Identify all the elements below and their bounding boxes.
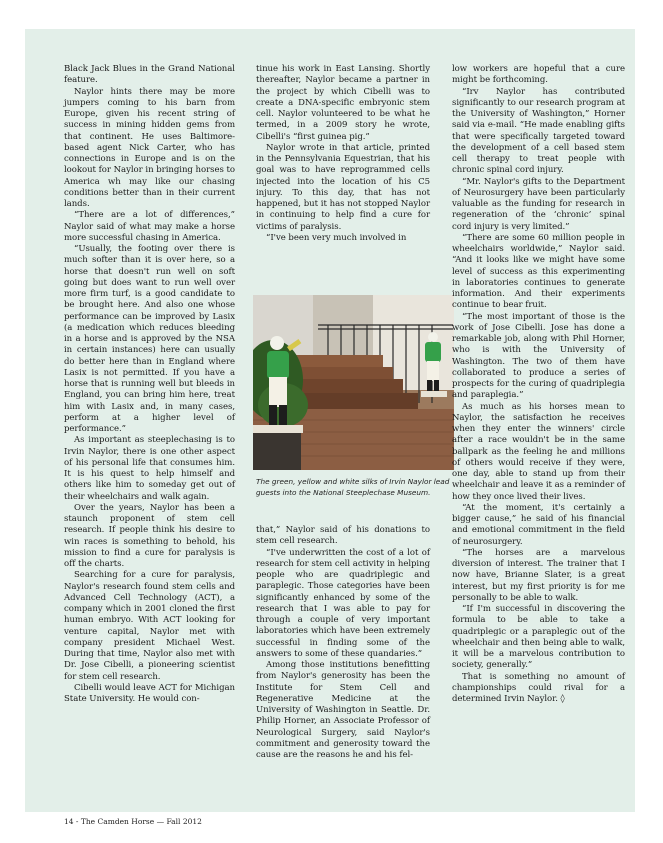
paragraph: low workers are hopeful that a cure might be forthcoming. [452, 64, 625, 86]
paragraph: “Irv Naylor has contributed significantly to our research program at the University of Washington,” Horner said via e-mail. “He made enabling gifts that were specifically targeted toward the development of a cell based stem cell therapy to treat people with chronic spinal cord injury. [452, 86, 625, 176]
paragraph: As much as his horses mean to Naylor, the satisfaction he receives when they enter the winners' circle after a race wouldn't be in the same ballpark as the feeling he and millions of others would receive if they were, one day, able to stand up from their wheelchair and leave it as a reminder of how they once lived their lives. [452, 401, 625, 502]
column-left [64, 64, 235, 705]
paragraph: “Usually, the footing over there is much softer than it is over here, so a horse that doesn't run well on soft going but does want to run well over more firm turf, is a good candidate to be brought here. And also one whose performance can be improved by Lasix (a medication which reduces bleeding in a horse and is approved by the NSA in certain instances) here can usually do better here than in England where Lasix is not permitted. If you have a horse that is running well but bleeds in England, you can bring him here, treat him with Lasix and, in many cases, perform at a higher level of performance.” [64, 244, 235, 434]
paragraph: “At the moment, it's certainly a bigger cause,” he said of his financial and emotional commitment in the field of neurosurgery. [452, 502, 625, 547]
paragraph: “There are a lot of differences,” Naylor said of what may make a horse more successful chasing in America. [64, 210, 235, 243]
museum-jockey-statues-photo [253, 295, 454, 470]
paragraph: “There are some 60 million people in wheelchairs worldwide,” Naylor said. “And it looks like we might have some level of success as this experimenting in laboratories continues to generate information. And their experiments continue to bear fruit. [452, 232, 625, 311]
photo-caption: The green, yellow and white silks of Irvin Naylor lead guests into the National Steeplechase Museum. [256, 477, 450, 497]
paragraph: Among those institutions benefitting from Naylor's generosity has been the Institute for Stem Cell and Regenerative Medicine at the University of Washington in Seattle. Dr. Philip Horner, an Associate Professor of Neurological Surgery, said Naylor's commitment and generosity toward the cause are the reasons he and his fel- [256, 660, 430, 760]
paragraph: that,” Naylor said of his donations to stem cell research. [256, 525, 430, 547]
paragraph: Black Jack Blues in the Grand National feature. [64, 64, 235, 86]
paragraph: That is something no amount of championships could rival for a determined Irvin Naylor. ◊ [452, 671, 625, 704]
paragraph: As important as steeplechasing is to Irvin Naylor, there is one other aspect of his personal life that consumes him. It is his quest to help himself and others like him to someday get out of their wheelchairs and walk again. [64, 435, 235, 502]
paragraph: “Mr. Naylor's gifts to the Department of Neurosurgery have been particularly valuable as the funding for research in regeneration of the ‘chronic’ spinal cord injury is very limited.” [452, 176, 625, 232]
paragraph: Over the years, Naylor has been a staunch proponent of stem cell research. If people think his desire to win races is something to behold, his mission to find a cure for paralysis is off the charts. [64, 502, 235, 569]
paragraph: tinue his work in East Lansing. Shortly thereafter, Naylor became a partner in the project by which Cibelli was to create a DNA-specific embryonic stem cell. Naylor volunteered to be what he termed, in a 2009 story he wrote, Cibelli's “first guinea pig.” [256, 64, 430, 142]
paragraph: Searching for a cure for paralysis, Naylor's research found stem cells and Advanced Cell Technology (ACT), a company which in 2001 cloned the first human embryo. With ACT looking for venture capital, Naylor met with company president Michael West. During that time, Naylor also met with Dr. Jose Cibelli, a pioneering scientist for stem cell research. [64, 570, 235, 682]
paragraph: “The horses are a marvelous diversion of interest. The trainer that I now have, Brianne Slater, is a great interest, but my first priority is for me personally to be able to walk. [452, 547, 625, 603]
column-right [452, 64, 625, 705]
page-background [25, 29, 635, 826]
page-folio: 14 - The Camden Horse — Fall 2012 [64, 817, 202, 826]
column-middle-bottom [256, 525, 430, 761]
paragraph: “I've underwritten the cost of a lot of research for stem cell activity in helping people who are quadriplegic and paraplegic. Those categories have been significantly enhanced by some of the research that I was able to pay for through a couple of very important laboratories which have been extremely successful in finding some of the answers to some of these quandaries.” [256, 547, 430, 659]
paragraph: Naylor wrote in that article, printed in the Pennsylvania Equestrian, that his goal was to have reprogrammed cells injected into the location of his C5 injury. To this day, that has not happened, but it has not stopped Naylor in continuing to help find a cure for victims of paralysis. [256, 142, 430, 232]
paragraph: “The most important of those is the work of Jose Cibelli. Jose has done a remarkable job, along with Phil Horner, who is with the University of Washington. The two of them have collaborated to produce a series of prospects for the curing of quadriplegia and paraplegia.” [452, 311, 625, 401]
paragraph: “I've been very much involved in [266, 232, 407, 243]
paragraph: Naylor hints there may be more jumpers coming to his barn from Europe, given his recent string of success in mining hidden gems from that continent. He uses Baltimore-based agent Nick Carter, who has connections in Europe and is on the lookout for Naylor in bringing horses to America wh may like our chasing conditions better than in their current lands. [64, 86, 235, 209]
column-middle-top [256, 64, 430, 244]
paragraph: Cibelli would leave ACT for Michigan State University. He would con- [64, 682, 235, 704]
paragraph: “If I'm successful in discovering the formula to be able to take a quadriplegic or a paraplegic out of the wheelchair and then being able to walk, it will be a marvelous contribution to society, generally.” [452, 604, 625, 671]
